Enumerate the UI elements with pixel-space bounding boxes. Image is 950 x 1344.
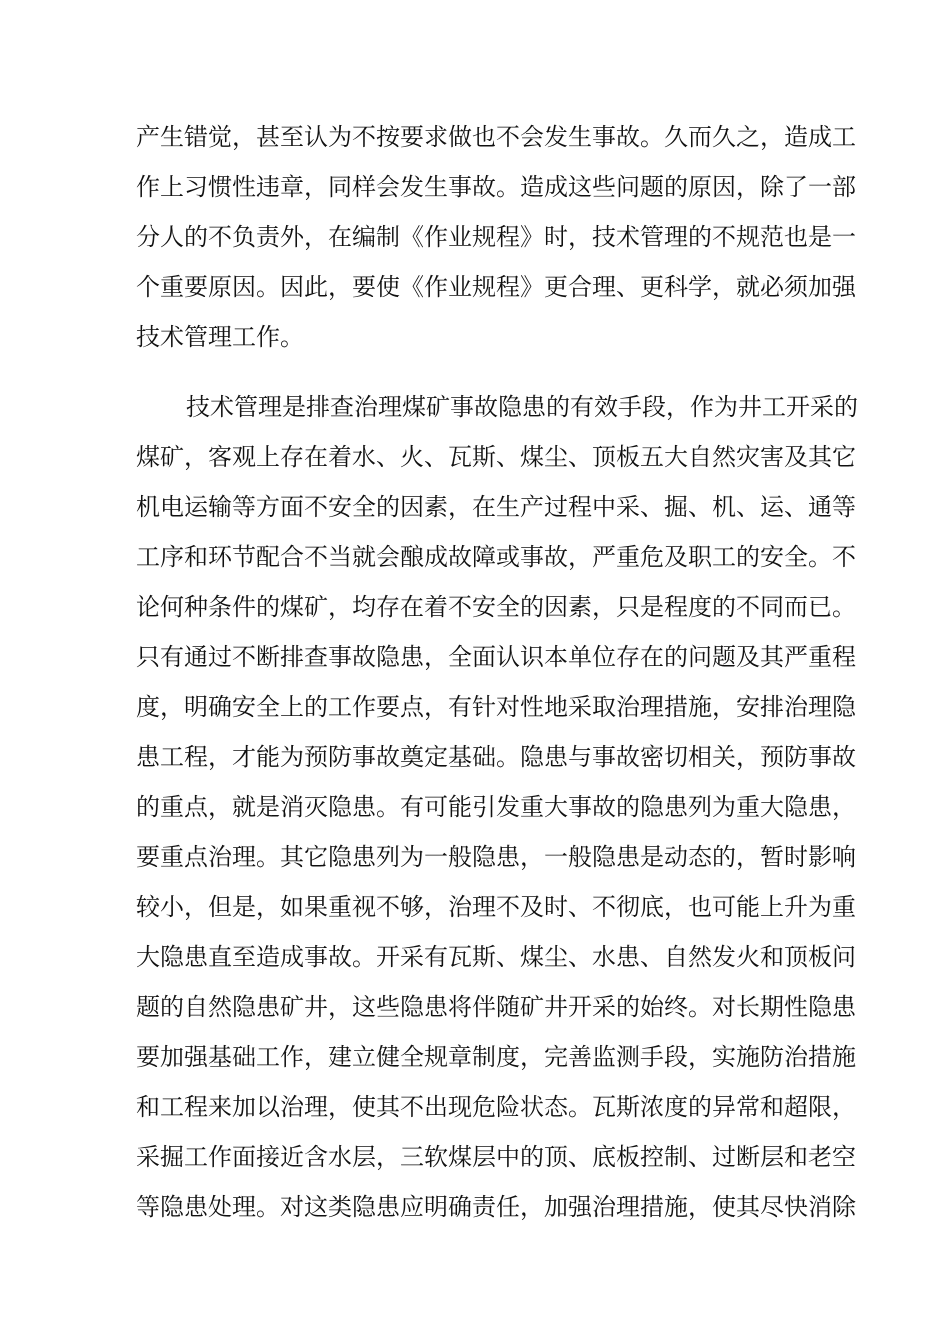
text-line: 要重点治理。其它隐患列为一般隐患，一般隐患是动态的，暂时影响 xyxy=(136,843,856,871)
text-line: 只有通过不断排查事故隐患，全面认识本单位存在的问题及其严重程 xyxy=(136,643,856,671)
text-line: 较小，但是，如果重视不够，治理不及时、不彻底，也可能上升为重 xyxy=(136,893,856,921)
text-line: 大隐患直至造成事故。开采有瓦斯、煤尘、水患、自然发火和顶板问 xyxy=(136,943,856,971)
text-line: 产生错觉，甚至认为不按要求做也不会发生事故。久而久之，造成工 xyxy=(136,123,856,151)
text-line: 作上习惯性违章，同样会发生事故。造成这些问题的原因，除了一部 xyxy=(136,173,856,201)
text-line: 机电运输等方面不安全的因素，在生产过程中采、掘、机、运、通等 xyxy=(136,493,856,521)
text-line: 度，明确安全上的工作要点，有针对性地采取治理措施，安排治理隐 xyxy=(136,693,856,721)
text-line: 要加强基础工作，建立健全规章制度，完善监测手段，实施防治措施 xyxy=(136,1043,856,1071)
text-line: 采掘工作面接近含水层，三软煤层中的顶、底板控制、过断层和老空 xyxy=(136,1143,856,1171)
text-line: 技术管理是排查治理煤矿事故隐患的有效手段，作为井工开采的 xyxy=(186,393,858,421)
text-line: 和工程来加以治理，使其不出现危险状态。瓦斯浓度的异常和超限， xyxy=(136,1093,856,1121)
text-line: 论何种条件的煤矿，均存在着不安全的因素，只是程度的不同而已。 xyxy=(136,593,856,621)
text-line: 患工程，才能为预防事故奠定基础。隐患与事故密切相关，预防事故 xyxy=(136,743,856,771)
text-line: 工序和环节配合不当就会酿成故障或事故，严重危及职工的安全。不 xyxy=(136,543,856,571)
text-line: 题的自然隐患矿井，这些隐患将伴随矿井开采的始终。对长期性隐患 xyxy=(136,993,856,1021)
text-line: 的重点，就是消灭隐患。有可能引发重大事故的隐患列为重大隐患， xyxy=(136,793,856,821)
text-line: 分人的不负责外，在编制《作业规程》时，技术管理的不规范也是一 xyxy=(136,223,856,251)
text-line: 个重要原因。因此，要使《作业规程》更合理、更科学，就必须加强 xyxy=(136,273,856,301)
text-line: 技术管理工作。 xyxy=(136,323,304,351)
text-line: 煤矿，客观上存在着水、火、瓦斯、煤尘、顶板五大自然灾害及其它 xyxy=(136,443,856,471)
text-line: 等隐患处理。对这类隐患应明确责任，加强治理措施，使其尽快消除 xyxy=(136,1193,856,1221)
